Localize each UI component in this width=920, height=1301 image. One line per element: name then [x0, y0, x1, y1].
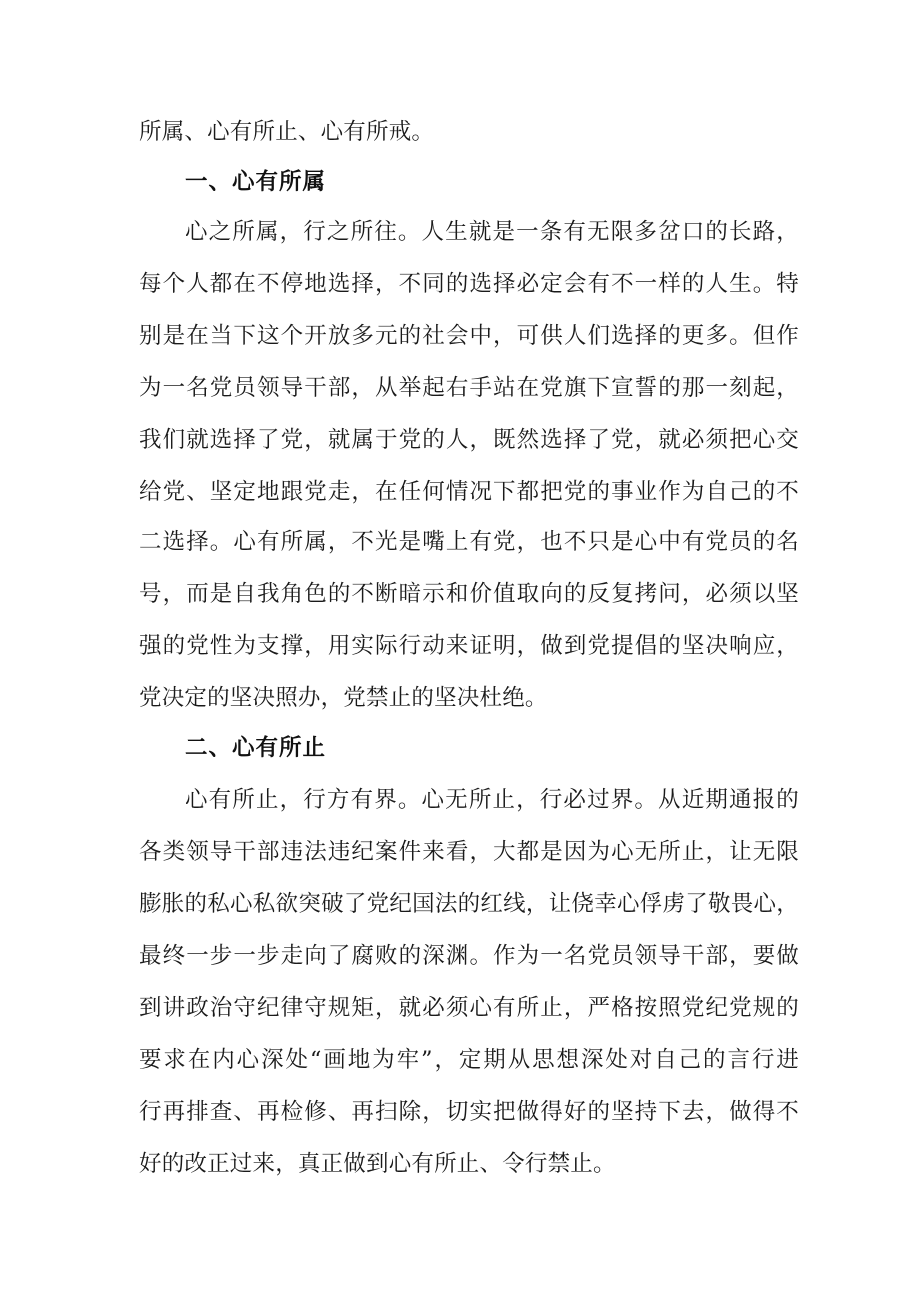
- section1-paragraph-line: 别是在当下这个开放多元的社会中，可供人们选择的更多。但作: [139, 323, 799, 349]
- section1-paragraph-line: 给党、坚定地跟党走，在任何情况下都把党的事业作为自己的不: [139, 479, 799, 505]
- section1-paragraph-line: 我们就选择了党，就属于党的人，既然选择了党，就必须把心交: [139, 427, 799, 453]
- section1-paragraph-line: 心之所属，行之所往。人生就是一条有无限多岔口的长路，: [185, 219, 799, 245]
- section1-paragraph-line: 每个人都在不停地选择，不同的选择必定会有不一样的人生。特: [139, 271, 799, 297]
- section1-paragraph-line: 号，而是自我角色的不断暗示和价值取向的反复拷问，必须以坚: [139, 581, 799, 607]
- section2-paragraph-line: 最终一步一步走向了腐败的深渊。作为一名党员领导干部，要做: [139, 943, 799, 969]
- section1-paragraph-line: 强的党性为支撑，用实际行动来证明，做到党提倡的坚决响应，: [139, 633, 799, 659]
- section2-heading: 二、心有所止: [185, 735, 327, 761]
- section1-paragraph-line: 党决定的坚决照办，党禁止的坚决杜绝。: [139, 685, 548, 711]
- section2-paragraph-line: 行再排查、再检修、再扫除，切实把做得好的坚持下去，做得不: [139, 1099, 799, 1125]
- section2-paragraph-line: 膨胀的私心私欲突破了党纪国法的红线，让侥幸心俘虏了敬畏心，: [139, 891, 799, 917]
- section2-paragraph-line: 到讲政治守纪律守规矩，就必须心有所止，严格按照党纪党规的: [139, 995, 799, 1021]
- section1-heading: 一、心有所属: [185, 169, 327, 195]
- intro-tail-line: 所属、心有所止、心有所戒。: [139, 119, 435, 145]
- section2-paragraph-line: 心有所止，行方有界。心无所止，行必过界。从近期通报的: [185, 787, 799, 813]
- section2-paragraph-line: 好的改正过来，真正做到心有所止、令行禁止。: [139, 1151, 616, 1177]
- section2-paragraph-line: 要求在内心深处“画地为牢”，定期从思想深处对自己的言行进: [139, 1047, 799, 1073]
- section1-paragraph-line: 为一名党员领导干部，从举起右手站在党旗下宣誓的那一刻起，: [139, 375, 799, 401]
- section1-paragraph-line: 二选择。心有所属，不光是嘴上有党，也不只是心中有党员的名: [139, 529, 799, 555]
- section2-paragraph-line: 各类领导干部违法违纪案件来看，大都是因为心无所止，让无限: [139, 839, 799, 865]
